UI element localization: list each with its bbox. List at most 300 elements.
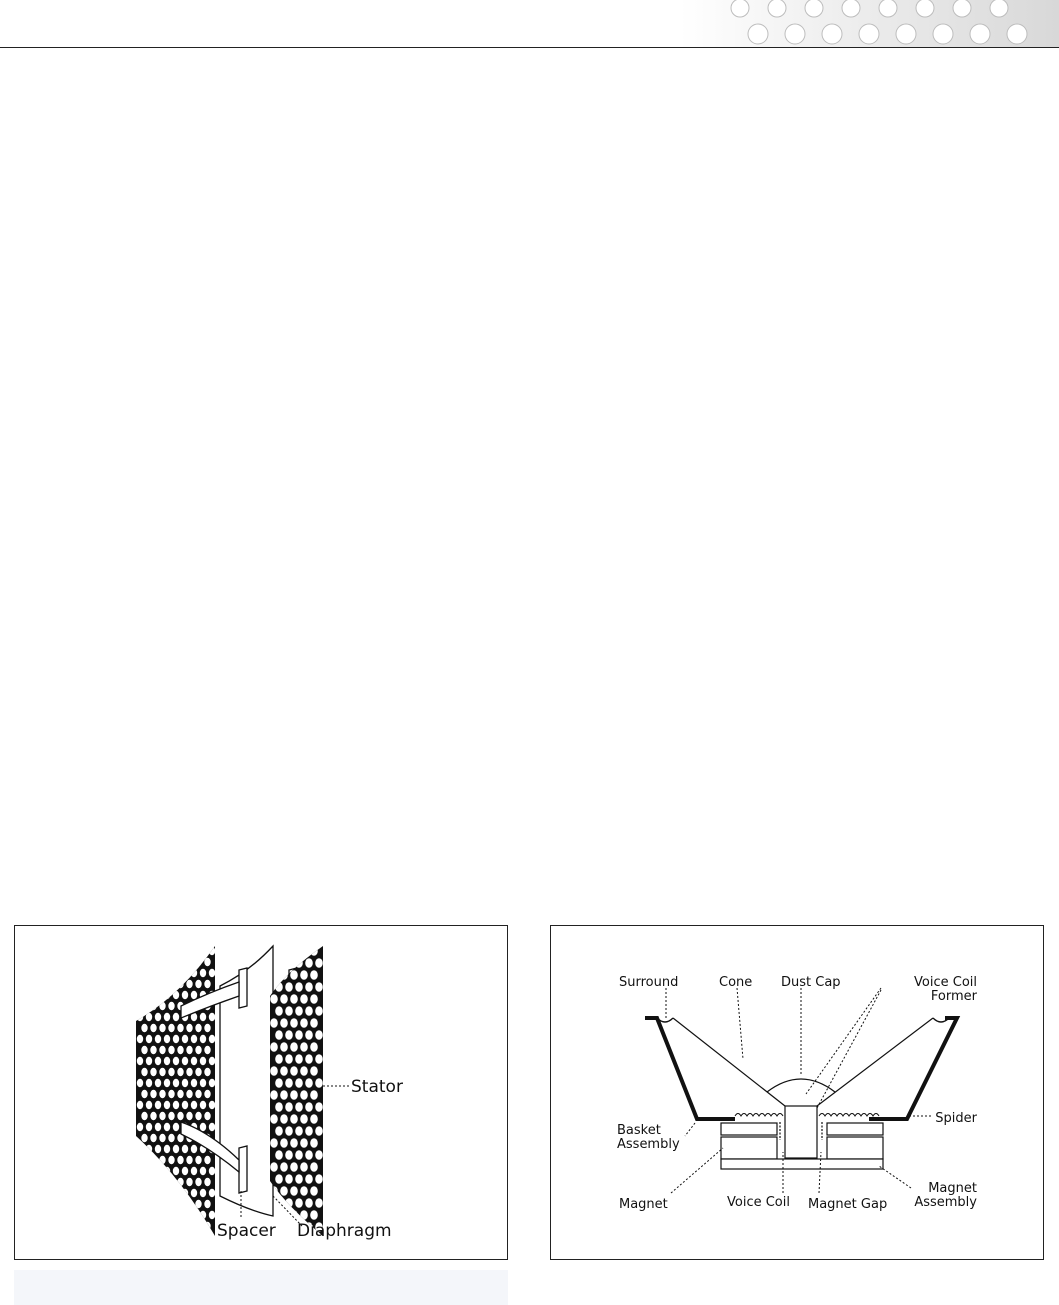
perforation-hole [275, 1174, 283, 1184]
perforation-hole [295, 958, 303, 968]
perforation-hole [310, 1018, 318, 1028]
perforation-hole [285, 1222, 293, 1232]
perforation-hole [168, 1222, 174, 1230]
perforation-hole [315, 1078, 323, 1088]
perforation-hole [173, 947, 179, 955]
perforation-hole [275, 1222, 283, 1232]
perforation-hole [182, 1167, 188, 1175]
perforation-hole [177, 1112, 183, 1120]
perforation-hole [209, 1123, 215, 1131]
perforation-hole [204, 958, 210, 966]
perforation-hole [270, 1066, 278, 1076]
perforation-hole [164, 1167, 170, 1175]
perforation-hole [137, 1079, 143, 1087]
perforation-hole [285, 1006, 293, 1016]
perforation-hole [182, 947, 188, 955]
perforation-hole [290, 1042, 298, 1052]
dynamic-driver-diagram [551, 926, 1045, 1261]
perforation-hole [290, 1066, 298, 1076]
perforation-hole [137, 1013, 143, 1021]
perforation-hole [186, 1024, 192, 1032]
perforation-hole [200, 947, 206, 955]
left-stator [136, 946, 215, 1236]
perforation-hole [173, 1189, 179, 1197]
perforation-hole [195, 1024, 201, 1032]
perforation-hole [280, 1018, 288, 1028]
perforation-hole [191, 1101, 197, 1109]
perforation-hole [209, 1035, 215, 1043]
header-dot-decoration [680, 0, 1059, 47]
perforation-hole [168, 1024, 174, 1032]
perforation-hole [146, 1101, 152, 1109]
perforation-hole [182, 1211, 188, 1219]
basket-label-line2: Assembly [617, 1137, 680, 1152]
perforation-hole [191, 1189, 197, 1197]
perforation-hole [159, 1134, 165, 1142]
perforation-hole [177, 1156, 183, 1164]
perforation-hole [315, 1030, 323, 1040]
dust-cap-label: Dust Cap [781, 975, 841, 990]
perforation-hole [200, 1079, 206, 1087]
perforation-hole [146, 1035, 152, 1043]
perforation-hole [315, 958, 323, 968]
perforation-hole [168, 1200, 174, 1208]
perforation-hole [300, 946, 308, 956]
right-stator [270, 946, 323, 1236]
perforation-hole [137, 1035, 143, 1043]
perforation-hole [182, 1101, 188, 1109]
perforation-hole [137, 1211, 143, 1219]
perforation-hole [137, 1167, 143, 1175]
magnet-assembly-label-line1: Magnet [928, 1181, 977, 1196]
perforation-hole [280, 1066, 288, 1076]
perforation-hole [182, 1079, 188, 1087]
perforation-hole [177, 1046, 183, 1054]
perforation-hole [168, 980, 174, 988]
perforation-hole [173, 1211, 179, 1219]
perforation-hole [173, 1145, 179, 1153]
perforation-hole [310, 994, 318, 1004]
spacer-label: Spacer [217, 1221, 276, 1241]
perforation-hole [182, 969, 188, 977]
perforation-hole [285, 1174, 293, 1184]
voice-coil-former-label: Voice Coil [914, 975, 977, 990]
perforation-hole [300, 1066, 308, 1076]
spider-label: Spider [935, 1111, 977, 1126]
perforation-hole [186, 1068, 192, 1076]
perforation-hole [173, 1057, 179, 1065]
perforation-hole [173, 991, 179, 999]
perforation-hole [164, 1101, 170, 1109]
perforation-hole [305, 1030, 313, 1040]
perforation-hole [295, 1126, 303, 1136]
spider [735, 1114, 783, 1117]
perforation-hole [177, 1090, 183, 1098]
perforation-hole [164, 1057, 170, 1065]
perforation-hole [209, 1189, 215, 1197]
perforation-hole [141, 1024, 147, 1032]
perforation-hole [310, 1114, 318, 1124]
perforation-hole [275, 1030, 283, 1040]
perforation-hole [150, 1024, 156, 1032]
perforation-hole [137, 969, 143, 977]
perforation-hole [200, 1101, 206, 1109]
perforation-hole [305, 958, 313, 968]
perforation-hole [275, 1150, 283, 1160]
perforation-hole [280, 1090, 288, 1100]
perforation-hole [204, 1178, 210, 1186]
perforation-hole [310, 1042, 318, 1052]
perforation-hole [270, 1018, 278, 1028]
perforation-hole [195, 1156, 201, 1164]
perforation-hole [204, 1222, 210, 1230]
perforation-hole [310, 1210, 318, 1220]
perforation-hole [310, 946, 318, 956]
perforation-hole [280, 994, 288, 1004]
perforation-hole [280, 1186, 288, 1196]
perforation-hole [177, 1200, 183, 1208]
perforation-hole [155, 991, 161, 999]
perforation-hole [285, 1054, 293, 1064]
perforation-hole [146, 1079, 152, 1087]
perforation-hole [209, 947, 215, 955]
perforation-hole [137, 1123, 143, 1131]
perforation-hole [141, 1222, 147, 1230]
perforation-hole [300, 970, 308, 980]
perforation-hole [173, 969, 179, 977]
perforation-hole [150, 1178, 156, 1186]
perforation-hole [155, 1035, 161, 1043]
perforation-hole [315, 1054, 323, 1064]
perforation-hole [141, 1156, 147, 1164]
perforation-hole [137, 947, 143, 955]
perforation-hole [305, 1006, 313, 1016]
perforation-hole [200, 1035, 206, 1043]
perforation-hole [186, 1200, 192, 1208]
perforation-hole [315, 982, 323, 992]
perforation-hole [155, 969, 161, 977]
perforation-hole [295, 1030, 303, 1040]
perforation-hole [204, 1200, 210, 1208]
perforation-hole [195, 958, 201, 966]
perforation-hole [290, 1210, 298, 1220]
perforation-hole [159, 980, 165, 988]
perforation-hole [209, 1013, 215, 1021]
perforation-hole [191, 1167, 197, 1175]
perforation-hole [177, 1068, 183, 1076]
perforation-hole [204, 1112, 210, 1120]
perforation-hole [280, 946, 288, 956]
perforation-hole [155, 1145, 161, 1153]
perforation-hole [305, 1078, 313, 1088]
perforation-hole [204, 980, 210, 988]
perforation-hole [159, 1200, 165, 1208]
perforation-hole [295, 1078, 303, 1088]
perforation-hole [141, 1200, 147, 1208]
perforation-hole [204, 1090, 210, 1098]
perforation-hole [150, 1134, 156, 1142]
perforation-hole [159, 1112, 165, 1120]
perforation-hole [141, 1090, 147, 1098]
caption-strip [14, 1270, 508, 1305]
perforation-hole [200, 1211, 206, 1219]
perforation-hole [164, 1211, 170, 1219]
perforation-hole [200, 969, 206, 977]
perforation-hole [168, 1002, 174, 1010]
perforation-hole [270, 994, 278, 1004]
perforation-hole [164, 991, 170, 999]
perforation-hole [209, 1057, 215, 1065]
cone-label: Cone [719, 975, 753, 990]
perforation-hole [195, 1178, 201, 1186]
diaphragm-label: Diaphragm [297, 1221, 392, 1241]
perforation-hole [141, 1002, 147, 1010]
perforation-hole [290, 946, 298, 956]
perforation-hole [150, 1090, 156, 1098]
perforation-hole [209, 969, 215, 977]
perforation-hole [159, 1002, 165, 1010]
perforation-hole [155, 1211, 161, 1219]
perforation-hole [168, 1046, 174, 1054]
perforation-hole [204, 1046, 210, 1054]
perforation-hole [195, 980, 201, 988]
perforation-hole [150, 1068, 156, 1076]
perforation-hole [195, 1112, 201, 1120]
perforation-hole [275, 1126, 283, 1136]
perforation-hole [173, 1101, 179, 1109]
perforation-hole [285, 1078, 293, 1088]
perforation-hole [300, 1138, 308, 1148]
perforation-hole [191, 1145, 197, 1153]
perforation-hole [159, 1024, 165, 1032]
dynamic-driver-diagram-panel [550, 925, 1044, 1260]
perforation-hole [177, 958, 183, 966]
perforation-hole [164, 1035, 170, 1043]
perforation-hole [275, 958, 283, 968]
perforation-hole [150, 1046, 156, 1054]
perforation-hole [168, 958, 174, 966]
perforation-hole [209, 1079, 215, 1087]
magnet-gap-label: Magnet Gap [808, 1197, 888, 1212]
perforation-hole [164, 1079, 170, 1087]
perforation-hole [209, 1211, 215, 1219]
perforation-hole [300, 1162, 308, 1172]
perforation-hole [155, 1189, 161, 1197]
perforation-hole [146, 1013, 152, 1021]
perforation-hole [270, 1114, 278, 1124]
perforation-hole [186, 1222, 192, 1230]
perforation-hole [146, 1211, 152, 1219]
magnet-label: Magnet [619, 1197, 668, 1212]
perforation-hole [290, 970, 298, 980]
perforation-hole [159, 1178, 165, 1186]
perforation-hole [173, 1079, 179, 1087]
perforation-hole [150, 958, 156, 966]
basket-assembly [645, 1018, 735, 1119]
perforation-hole [141, 1046, 147, 1054]
perforation-hole [200, 1167, 206, 1175]
perforation-hole [315, 1126, 323, 1136]
perforation-hole [310, 1138, 318, 1148]
perforation-hole [177, 1222, 183, 1230]
perforation-hole [290, 1186, 298, 1196]
perforation-hole [204, 1024, 210, 1032]
voice-coil-label: Voice Coil [727, 1195, 790, 1210]
perforation-hole [315, 1150, 323, 1160]
perforation-hole [275, 1054, 283, 1064]
perforation-hole [168, 1156, 174, 1164]
perforation-hole [285, 1102, 293, 1112]
perforation-hole [146, 947, 152, 955]
perforation-hole [146, 969, 152, 977]
perforation-hole [146, 1189, 152, 1197]
perforation-hole [300, 1210, 308, 1220]
perforation-hole [295, 1006, 303, 1016]
perforation-hole [275, 1078, 283, 1088]
perforation-hole [191, 991, 197, 999]
perforation-hole [300, 1114, 308, 1124]
perforation-hole [275, 1006, 283, 1016]
perforation-hole [290, 1162, 298, 1172]
perforation-hole [137, 1101, 143, 1109]
perforation-hole [186, 1112, 192, 1120]
perforation-hole [159, 1046, 165, 1054]
perforation-hole [168, 1068, 174, 1076]
perforation-hole [305, 982, 313, 992]
perforation-hole [168, 1134, 174, 1142]
perforation-hole [146, 1167, 152, 1175]
perforation-hole [164, 947, 170, 955]
perforation-hole [155, 1167, 161, 1175]
perforation-hole [285, 982, 293, 992]
stator-label: Stator [351, 1077, 403, 1097]
perforation-hole [155, 1123, 161, 1131]
perforation-hole [300, 1186, 308, 1196]
perforation-hole [270, 1162, 278, 1172]
perforation-hole [141, 1068, 147, 1076]
voice-coil-former-label-line2: Former [930, 989, 977, 1004]
perforation-hole [315, 1006, 323, 1016]
dust-cap [767, 1079, 835, 1092]
perforation-hole [146, 1145, 152, 1153]
perforation-hole [141, 980, 147, 988]
perforation-hole [150, 1112, 156, 1120]
perforation-hole [310, 1186, 318, 1196]
perforation-hole [182, 1189, 188, 1197]
perforation-hole [137, 1189, 143, 1197]
perforation-hole [200, 1189, 206, 1197]
perforation-hole [164, 1189, 170, 1197]
perforation-hole [310, 970, 318, 980]
perforation-hole [173, 1035, 179, 1043]
perforation-hole [275, 1102, 283, 1112]
perforation-hole [177, 980, 183, 988]
perforation-hole [173, 1013, 179, 1021]
perforation-hole [155, 947, 161, 955]
perforation-hole [305, 1054, 313, 1064]
perforation-hole [137, 1145, 143, 1153]
perforation-hole [315, 1198, 323, 1208]
perforation-hole [310, 1066, 318, 1076]
perforation-hole [146, 991, 152, 999]
perforation-hole [159, 1090, 165, 1098]
perforation-hole [275, 982, 283, 992]
perforation-hole [195, 1068, 201, 1076]
perforation-hole [315, 1102, 323, 1112]
perforation-hole [173, 1167, 179, 1175]
perforation-hole [300, 1042, 308, 1052]
perforation-hole [310, 1162, 318, 1172]
perforation-hole [141, 1112, 147, 1120]
perforation-hole [270, 1042, 278, 1052]
perforation-hole [159, 1068, 165, 1076]
perforation-hole [191, 1079, 197, 1087]
perforation-hole [209, 1101, 215, 1109]
perforation-hole [155, 1013, 161, 1021]
perforation-hole [177, 1024, 183, 1032]
perforation-hole [285, 1126, 293, 1136]
perforation-hole [195, 1222, 201, 1230]
perforation-hole [305, 1174, 313, 1184]
perforation-hole [141, 958, 147, 966]
perforation-hole [186, 958, 192, 966]
perforation-hole [150, 980, 156, 988]
perforation-hole [280, 970, 288, 980]
perforation-hole [146, 1123, 152, 1131]
perforation-hole [164, 1013, 170, 1021]
perforation-hole [137, 991, 143, 999]
perforation-hole [290, 1018, 298, 1028]
perforation-hole [305, 1126, 313, 1136]
basket-label-line1: Basket [617, 1123, 661, 1138]
perforation-hole [177, 1178, 183, 1186]
perforation-hole [280, 1138, 288, 1148]
perforation-hole [285, 1198, 293, 1208]
perforation-hole [191, 1211, 197, 1219]
perforation-hole [290, 1114, 298, 1124]
perforation-hole [280, 1114, 288, 1124]
perforation-hole [280, 1210, 288, 1220]
perforation-hole [295, 1102, 303, 1112]
perforation-hole [150, 1222, 156, 1230]
perforation-hole [295, 1174, 303, 1184]
perforation-hole [173, 1123, 179, 1131]
perforation-hole [285, 958, 293, 968]
perforation-hole [195, 1090, 201, 1098]
perforation-hole [191, 947, 197, 955]
perforation-hole [295, 1054, 303, 1064]
perforation-hole [315, 1174, 323, 1184]
perforation-hole [186, 1178, 192, 1186]
perforation-hole [155, 1079, 161, 1087]
perforation-hole [150, 1156, 156, 1164]
perforation-hole [285, 1030, 293, 1040]
perforation-hole [186, 1156, 192, 1164]
perforation-hole [191, 1035, 197, 1043]
perforation-hole [204, 1068, 210, 1076]
perforation-hole [164, 1123, 170, 1131]
perforation-hole [290, 1138, 298, 1148]
cone [673, 1018, 933, 1106]
perforation-hole [280, 1162, 288, 1172]
perforation-hole [305, 1198, 313, 1208]
perforation-hole [300, 994, 308, 1004]
perforation-hole [186, 1090, 192, 1098]
perforation-hole [159, 958, 165, 966]
perforation-hole [164, 969, 170, 977]
perforation-hole [186, 980, 192, 988]
perforation-hole [310, 1090, 318, 1100]
